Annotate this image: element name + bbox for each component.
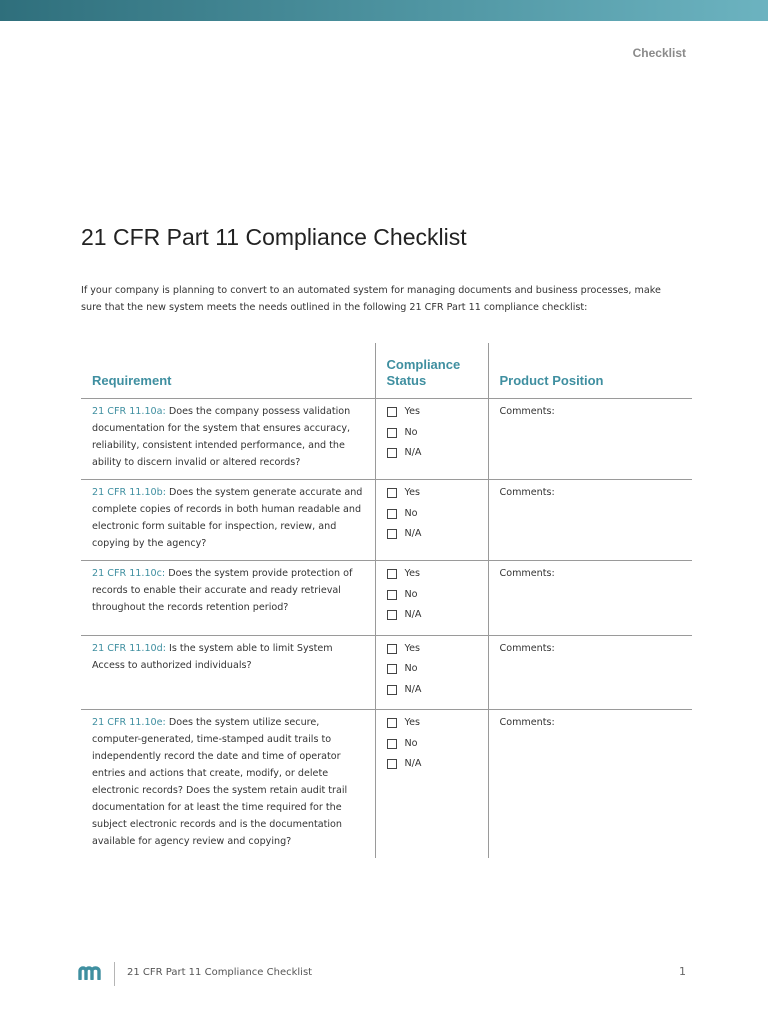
requirement-text: Does the system provide protection of records to enable their accurate and ready retrieval throughout the records retention period? (92, 568, 353, 613)
requirement-text: Is the system able to limit System Access to authorized individuals? (92, 642, 333, 671)
status-option[interactable] (387, 640, 478, 661)
requirement-cell (81, 480, 375, 561)
compliance-status-cell (375, 561, 488, 636)
checkbox-icon[interactable] (387, 610, 397, 620)
compliance-status-cell (375, 399, 488, 480)
status-option[interactable] (387, 444, 478, 465)
requirement-text: Does the company possess validation documentation for the system that ensures accuracy, reliability, consistent intended performance, and the ability to discern invalid or altered records? (92, 406, 351, 468)
checkbox-icon[interactable] (387, 509, 397, 519)
status-option-label: N/A (404, 609, 422, 620)
requirement-cell (81, 399, 375, 480)
table-header-row (81, 343, 692, 399)
product-position-cell: Comments: (488, 635, 692, 710)
checkbox-icon[interactable] (387, 759, 397, 769)
status-option-label: N/A (404, 683, 422, 695)
checkbox-icon[interactable] (387, 448, 397, 458)
status-option-label: No (404, 588, 418, 600)
status-option[interactable] (387, 586, 478, 607)
checkbox-icon[interactable] (387, 428, 397, 438)
table-body (81, 399, 692, 859)
status-option-label: Yes (404, 487, 420, 498)
status-option[interactable] (387, 681, 478, 702)
checkbox-icon[interactable] (387, 488, 397, 498)
document-type-label: Checklist (632, 46, 686, 60)
requirement-reference: 21 CFR 11.10c: (92, 568, 166, 579)
status-option-label: Yes (404, 568, 420, 579)
table-row (81, 480, 692, 561)
status-option[interactable] (387, 484, 478, 505)
checkbox-icon[interactable] (387, 685, 397, 695)
status-option-label: No (404, 663, 418, 674)
checkbox-icon[interactable] (387, 529, 397, 539)
requirement-cell (81, 561, 375, 636)
status-option-label: No (404, 507, 418, 519)
requirement-reference: 21 CFR 11.10e: (92, 717, 166, 728)
status-option-label: Yes (404, 717, 420, 728)
checkbox-icon[interactable] (387, 664, 397, 674)
status-option-label: No (404, 426, 418, 438)
checkbox-icon[interactable] (387, 590, 397, 600)
status-option[interactable] (387, 565, 478, 586)
status-option[interactable] (387, 403, 478, 424)
table-row (81, 399, 692, 480)
table-row (81, 635, 692, 710)
table-row (81, 710, 692, 859)
footer-divider (114, 962, 115, 986)
footer-document-title: 21 CFR Part 11 Compliance Checklist (127, 967, 313, 978)
status-option-label: N/A (404, 447, 422, 458)
status-option[interactable] (387, 505, 478, 526)
column-header-compliance-status: Compliance Status (375, 343, 488, 399)
document-title: 21 CFR Part 11 Compliance Checklist (81, 224, 467, 250)
product-position-cell: Comments: (488, 480, 692, 561)
status-option[interactable] (387, 755, 478, 776)
checkbox-icon[interactable] (387, 569, 397, 579)
compliance-status-cell (375, 635, 488, 710)
checkbox-icon[interactable] (387, 739, 397, 749)
status-option-label: N/A (404, 758, 422, 769)
requirement-cell (81, 710, 375, 859)
checkbox-icon[interactable] (387, 407, 397, 417)
page-number: 1 (679, 965, 686, 978)
product-position-cell: Comments: (488, 399, 692, 480)
status-option[interactable] (387, 606, 478, 627)
status-option-label: No (404, 737, 418, 749)
requirement-reference: 21 CFR 11.10b: (92, 487, 166, 498)
status-option-label: Yes (404, 642, 420, 654)
status-option-label: N/A (404, 528, 422, 539)
top-banner (0, 0, 768, 21)
compliance-status-cell (375, 710, 488, 859)
status-option[interactable] (387, 525, 478, 546)
requirement-text: Does the system utilize secure, computer-generated, time-stamped audit trails to independently record the date and time of operator entries and actions that create, modify, or delete electronic records? Does the system retain audit trail documentation for at least the time required for the subject electronic records and is the documentation available for agency review and copying? (92, 717, 348, 847)
column-header-product-position: Product Position (488, 343, 692, 399)
intro-paragraph: If your company is planning to convert to an automated system for managing documents and business processes, make sure that the new system meets the needs outlined in the following 21 CFR Part 11 compliance checklist: (81, 285, 661, 313)
status-option[interactable] (387, 660, 478, 681)
requirement-reference: 21 CFR 11.10d: (92, 642, 166, 654)
product-position-cell: Comments: (488, 561, 692, 636)
column-header-requirement: Requirement (81, 343, 375, 399)
checkbox-icon[interactable] (387, 644, 397, 654)
requirement-cell (81, 635, 375, 710)
product-position-cell: Comments: (488, 710, 692, 859)
table-row (81, 561, 692, 636)
checkbox-icon[interactable] (387, 718, 397, 728)
requirement-text: Does the system generate accurate and complete copies of records in both human readable and electronic form suitable for inspection, review, and copying by the agency? (92, 487, 363, 549)
status-option-label: Yes (404, 406, 420, 417)
compliance-status-cell (375, 480, 488, 561)
brand-logo-icon (78, 964, 104, 984)
status-option[interactable] (387, 424, 478, 445)
requirement-reference: 21 CFR 11.10a: (92, 406, 166, 417)
status-option[interactable] (387, 714, 478, 735)
compliance-checklist-table (81, 343, 692, 858)
status-option[interactable] (387, 735, 478, 756)
